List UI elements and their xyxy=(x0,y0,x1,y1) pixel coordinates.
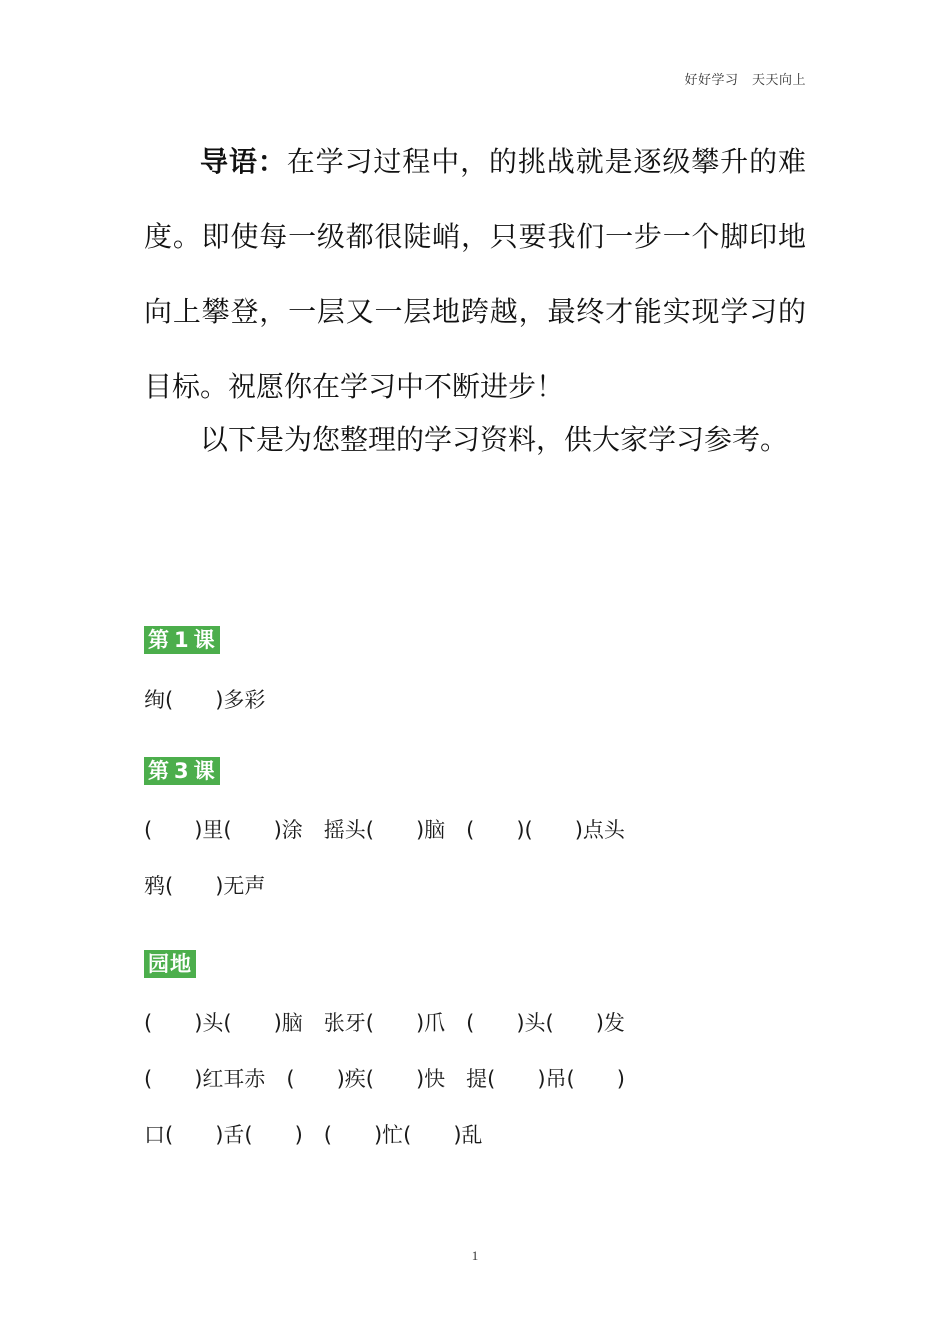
garden-badge: 园地 xyxy=(144,950,196,978)
badge-number: 3 xyxy=(174,759,190,783)
exercise-line: ( )头( )脑 张牙( )爪 ( )头( )发 xyxy=(144,1011,625,1035)
intro-paragraph xyxy=(144,124,806,424)
page-number: 1 xyxy=(471,1248,479,1263)
exercise-line: 鸦( )无声 xyxy=(144,874,266,898)
exercise-line: 口( )舌( ) ( )忙( )乱 xyxy=(144,1123,483,1147)
intro-second-paragraph xyxy=(144,402,806,477)
intro-second-text: 以下是为您整理的学习资料，供大家学习参考。 xyxy=(200,423,789,456)
badge-suffix: 课 xyxy=(193,759,216,783)
intro-body: 在学习过程中，的挑战就是逐级攀升的难度。即使每一级都很陡峭，只要我们一步一个脚印地向上攀登，一层又一层地跨越，最终才能实现学习的目标。祝愿你在学习中不断进步！ xyxy=(144,145,806,403)
lesson-badge-3 xyxy=(144,757,220,785)
page-header: 好好学习 天天向上 xyxy=(684,73,806,88)
badge-prefix: 第 xyxy=(148,759,170,783)
badge-suffix: 课 xyxy=(193,628,216,652)
exercise-line: ( )红耳赤 ( )疾( )快 提( )吊( ) xyxy=(144,1067,625,1091)
intro-lead: 导语： xyxy=(200,145,287,178)
exercise-line: ( )里( )涂 摇头( )脑 ( )( )点头 xyxy=(144,818,625,842)
lesson-badge-1 xyxy=(144,626,220,654)
exercise-line: 绚( )多彩 xyxy=(144,688,266,712)
badge-number: 1 xyxy=(174,628,190,652)
badge-prefix: 第 xyxy=(148,628,170,652)
